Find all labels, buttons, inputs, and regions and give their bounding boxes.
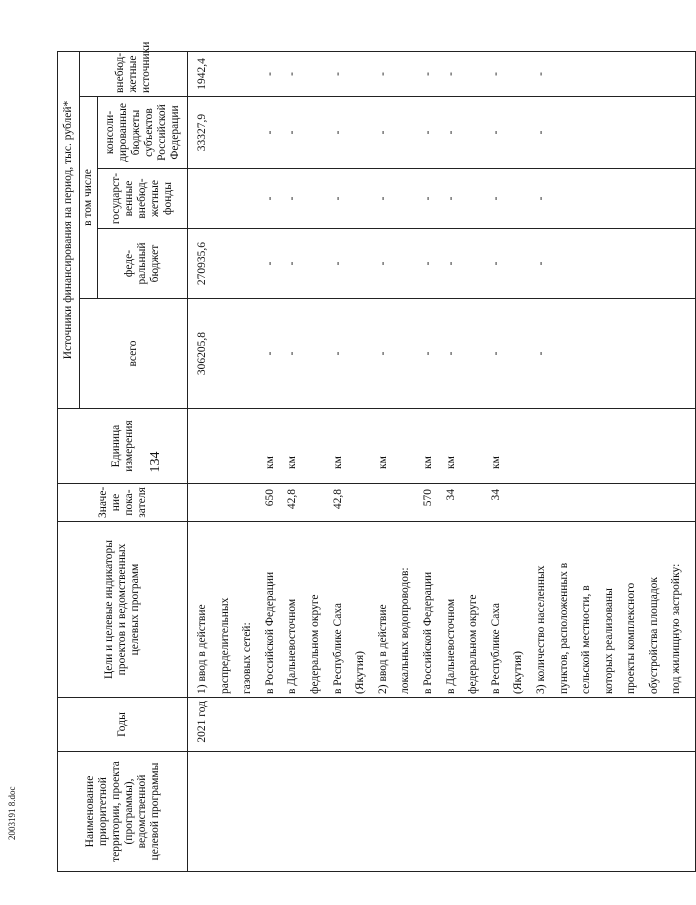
funding-state-dash: - — [489, 196, 502, 201]
funding-state-dash: - — [286, 196, 299, 201]
indicator-value — [241, 487, 264, 518]
indicator-text: (Якутия) — [354, 651, 367, 694]
funding-federal-blank — [648, 232, 671, 295]
funding-state-blank — [558, 172, 581, 225]
indicator-text: в Дальневосточном — [286, 598, 299, 694]
funding-extra-dash: - — [286, 72, 299, 76]
indicator-unit: км — [286, 456, 299, 469]
funding-federal-dash: - — [286, 261, 299, 266]
funding-state-blank — [625, 172, 648, 225]
funding-total-dash: - — [376, 351, 389, 356]
funding-federal-blank — [625, 232, 648, 295]
funding-federal-blank — [354, 232, 377, 295]
funding-total-blank — [399, 302, 422, 405]
funding-regional-blank — [467, 100, 490, 165]
funding-federal-dash: - — [263, 261, 276, 266]
funding-regional-value: 33327,9 — [196, 113, 208, 152]
cell-extrabudget — [188, 51, 696, 96]
funding-extra-blank — [670, 55, 693, 93]
funding-extra-blank — [309, 55, 332, 93]
indicator-value: 650 — [263, 489, 276, 507]
funding-state-blank — [354, 172, 377, 225]
funding-regional-blank — [512, 100, 535, 165]
funding-federal-blank — [467, 232, 490, 295]
funding-total-blank — [670, 302, 693, 405]
funding-extra-blank — [241, 55, 264, 93]
funding-regional-dash: - — [444, 130, 457, 135]
indicator-value — [354, 487, 377, 518]
funding-total-dash: - — [421, 351, 434, 356]
indicator-value — [219, 487, 242, 518]
funding-federal-blank — [512, 232, 535, 295]
funding-table — [57, 41, 696, 872]
indicator-unit: км — [489, 456, 502, 469]
indicator-text: локальных водопроводов: — [399, 567, 412, 694]
cell-year: 2021 год — [188, 698, 696, 752]
header-unit: Единица измерения — [58, 409, 188, 484]
indicator-value — [558, 487, 581, 518]
indicator-value: 34 — [444, 489, 457, 501]
indicator-unit: км — [376, 456, 389, 469]
header-state-funds: государст-венные внебюд-жетные фонды — [98, 169, 188, 229]
indicator-value — [309, 487, 332, 518]
indicator-unit: км — [421, 456, 434, 469]
funding-regional-blank — [399, 100, 422, 165]
funding-extra-blank — [512, 55, 535, 93]
funding-state-blank — [580, 172, 603, 225]
funding-state-value — [196, 172, 219, 225]
indicator-value: 42,8 — [331, 489, 344, 510]
funding-regional-blank — [603, 100, 626, 165]
funding-extra-dash: - — [331, 72, 344, 76]
funding-total-dash: - — [263, 351, 276, 356]
indicator-text: 2) ввод в действие — [376, 604, 389, 694]
funding-federal-blank — [219, 232, 242, 295]
funding-regional-blank — [354, 100, 377, 165]
funding-total-blank — [580, 302, 603, 405]
funding-total-dash: - — [444, 351, 457, 356]
funding-federal-value: 270935,6 — [196, 241, 208, 286]
funding-federal-dash: - — [421, 261, 434, 266]
cell-values — [188, 484, 696, 522]
funding-state-blank — [512, 172, 535, 225]
indicator-text: (Якутия) — [512, 651, 525, 694]
indicator-text: в Российской Федерации — [263, 571, 276, 694]
funding-federal-blank — [558, 232, 581, 295]
indicator-unit — [309, 412, 332, 469]
funding-total-blank — [648, 302, 671, 405]
funding-state-blank — [219, 172, 242, 225]
header-name: Наименование приоритетной территории, проекта (программы), ведомственной целевой программы — [58, 752, 188, 872]
funding-extra-blank — [580, 55, 603, 93]
indicator-value — [399, 487, 422, 518]
indicator-text: федеральном округе — [308, 594, 321, 694]
indicator-text: в Республике Саха — [331, 602, 344, 694]
funding-extra-dash: - — [489, 72, 502, 76]
header-years: Годы — [58, 698, 188, 752]
funding-state-blank — [309, 172, 332, 225]
page-number: 134 — [148, 451, 163, 473]
indicator-value — [377, 487, 400, 518]
funding-total-blank — [219, 302, 242, 405]
funding-total-blank — [625, 302, 648, 405]
indicator-text: под жилищную застройку: — [670, 563, 683, 694]
indicator-unit — [467, 412, 490, 469]
funding-federal-dash: - — [489, 261, 502, 266]
cell-state-funds — [188, 169, 696, 229]
funding-extra-dash: - — [421, 72, 434, 76]
indicator-text: газовых сетей: — [241, 622, 254, 694]
funding-total-dash: - — [534, 351, 547, 356]
indicator-unit — [558, 412, 581, 469]
funding-federal-blank — [399, 232, 422, 295]
funding-total-blank — [354, 302, 377, 405]
funding-state-blank — [399, 172, 422, 225]
header-federal: феде-ральный бюджет — [98, 229, 188, 299]
header-total: всего — [80, 299, 188, 409]
funding-total-dash: - — [286, 351, 299, 356]
indicator-value — [535, 487, 558, 518]
indicator-unit — [399, 412, 422, 469]
indicator-value — [580, 487, 603, 518]
funding-total-value: 306205,8 — [196, 331, 208, 376]
funding-total-blank — [512, 302, 535, 405]
indicator-value — [603, 487, 626, 518]
funding-regional-dash: - — [286, 130, 299, 135]
funding-federal-dash: - — [444, 261, 457, 266]
indicator-unit — [196, 412, 219, 469]
indicator-text: 1) ввод в действие — [196, 604, 208, 694]
indicator-unit — [219, 412, 242, 469]
indicator-value — [512, 487, 535, 518]
indicator-text: которых реализованы — [602, 588, 615, 694]
funding-federal-blank — [309, 232, 332, 295]
indicator-text: федеральном округе — [467, 594, 480, 694]
cell-name — [188, 752, 696, 872]
funding-regional-dash: - — [534, 130, 547, 135]
funding-state-blank — [241, 172, 264, 225]
cell-indicators — [188, 522, 696, 698]
funding-federal-blank — [580, 232, 603, 295]
cell-federal — [188, 229, 696, 299]
indicator-unit — [354, 412, 377, 469]
indicator-value: 42,8 — [286, 489, 299, 510]
indicator-unit — [512, 412, 535, 469]
indicator-unit — [625, 412, 648, 469]
indicator-unit — [670, 412, 693, 469]
funding-total-blank — [309, 302, 332, 405]
indicator-value — [648, 487, 671, 518]
funding-federal-dash: - — [534, 261, 547, 266]
indicator-value — [196, 487, 219, 518]
funding-regional-blank — [219, 100, 242, 165]
header-including: в том числе — [80, 97, 98, 299]
header-funding: Источники финансирования на период, тыс. рублей* — [58, 51, 80, 408]
funding-federal-blank — [670, 232, 693, 295]
funding-regional-dash: - — [489, 130, 502, 135]
funding-extra-blank — [399, 55, 422, 93]
indicator-value: 570 — [421, 489, 434, 507]
funding-extra-blank — [625, 55, 648, 93]
funding-state-blank — [670, 172, 693, 225]
indicator-unit — [241, 412, 264, 469]
funding-federal-dash: - — [331, 261, 344, 266]
funding-extra-value: 1942,4 — [196, 58, 208, 90]
funding-total-blank — [603, 302, 626, 405]
funding-state-dash: - — [263, 196, 276, 201]
funding-regional-dash: - — [263, 130, 276, 135]
funding-extra-dash: - — [444, 72, 457, 76]
funding-regional-dash: - — [421, 130, 434, 135]
header-regional: консоли-дированные бюджеты субъектов Российской Федерации — [98, 97, 188, 169]
indicator-text: в Дальневосточном — [444, 598, 457, 694]
indicator-unit: км — [444, 456, 457, 469]
funding-extra-blank — [558, 55, 581, 93]
funding-regional-blank — [241, 100, 264, 165]
funding-extra-blank — [603, 55, 626, 93]
funding-regional-blank — [558, 100, 581, 165]
indicator-value: 34 — [489, 489, 502, 501]
funding-extra-blank — [219, 55, 242, 93]
table-row — [188, 51, 696, 871]
indicator-value — [467, 487, 490, 518]
header-indicator-value: Значе-ние пока-зателя — [58, 484, 188, 522]
funding-extra-dash: - — [263, 72, 276, 76]
funding-total-blank — [467, 302, 490, 405]
funding-total-dash: - — [331, 351, 344, 356]
funding-state-dash: - — [444, 196, 457, 201]
indicator-value — [670, 487, 693, 518]
indicator-text: сельской местности, в — [580, 585, 593, 694]
funding-state-blank — [648, 172, 671, 225]
funding-regional-blank — [309, 100, 332, 165]
funding-state-blank — [467, 172, 490, 225]
cell-regional — [188, 97, 696, 169]
indicator-unit: км — [331, 456, 344, 469]
rotated-table-container — [57, 41, 683, 872]
funding-extra-blank — [467, 55, 490, 93]
funding-regional-blank — [648, 100, 671, 165]
funding-extra-dash: - — [534, 72, 547, 76]
indicator-unit: км — [263, 456, 276, 469]
indicator-unit — [648, 412, 671, 469]
funding-total-blank — [241, 302, 264, 405]
indicator-unit — [580, 412, 603, 469]
funding-regional-blank — [670, 100, 693, 165]
funding-federal-blank — [603, 232, 626, 295]
indicator-text: проекты комплексного — [625, 582, 638, 694]
cell-total — [188, 299, 696, 409]
funding-extra-dash: - — [376, 72, 389, 76]
indicator-value — [625, 487, 648, 518]
indicator-unit — [535, 412, 558, 469]
funding-regional-dash: - — [331, 130, 344, 135]
indicator-text: 3) количество населенных — [534, 565, 547, 694]
funding-extra-blank — [354, 55, 377, 93]
funding-state-dash: - — [421, 196, 434, 201]
funding-total-dash: - — [489, 351, 502, 356]
funding-regional-dash: - — [376, 130, 389, 135]
funding-extra-blank — [648, 55, 671, 93]
funding-federal-blank — [241, 232, 264, 295]
funding-state-blank — [603, 172, 626, 225]
funding-federal-dash: - — [376, 261, 389, 266]
indicator-unit — [603, 412, 626, 469]
cell-units — [188, 409, 696, 484]
indicator-text: распределительных — [218, 597, 231, 694]
indicator-text: обустройства площадок — [647, 576, 660, 694]
funding-regional-blank — [625, 100, 648, 165]
funding-state-dash: - — [376, 196, 389, 201]
indicator-text: в Российской Федерации — [421, 571, 434, 694]
file-label: 2003191 8.doc — [7, 786, 17, 840]
header-extrabudget: внебюд-жетные источники — [80, 51, 188, 96]
funding-regional-blank — [580, 100, 603, 165]
indicator-text: в Республике Саха — [489, 602, 502, 694]
funding-state-dash: - — [534, 196, 547, 201]
indicator-text: пунктов, расположенных в — [557, 562, 570, 694]
funding-total-blank — [558, 302, 581, 405]
funding-state-dash: - — [331, 196, 344, 201]
header-goals: Цели и целевые индикаторы проектов и ведомственных целевых программ — [58, 522, 188, 698]
